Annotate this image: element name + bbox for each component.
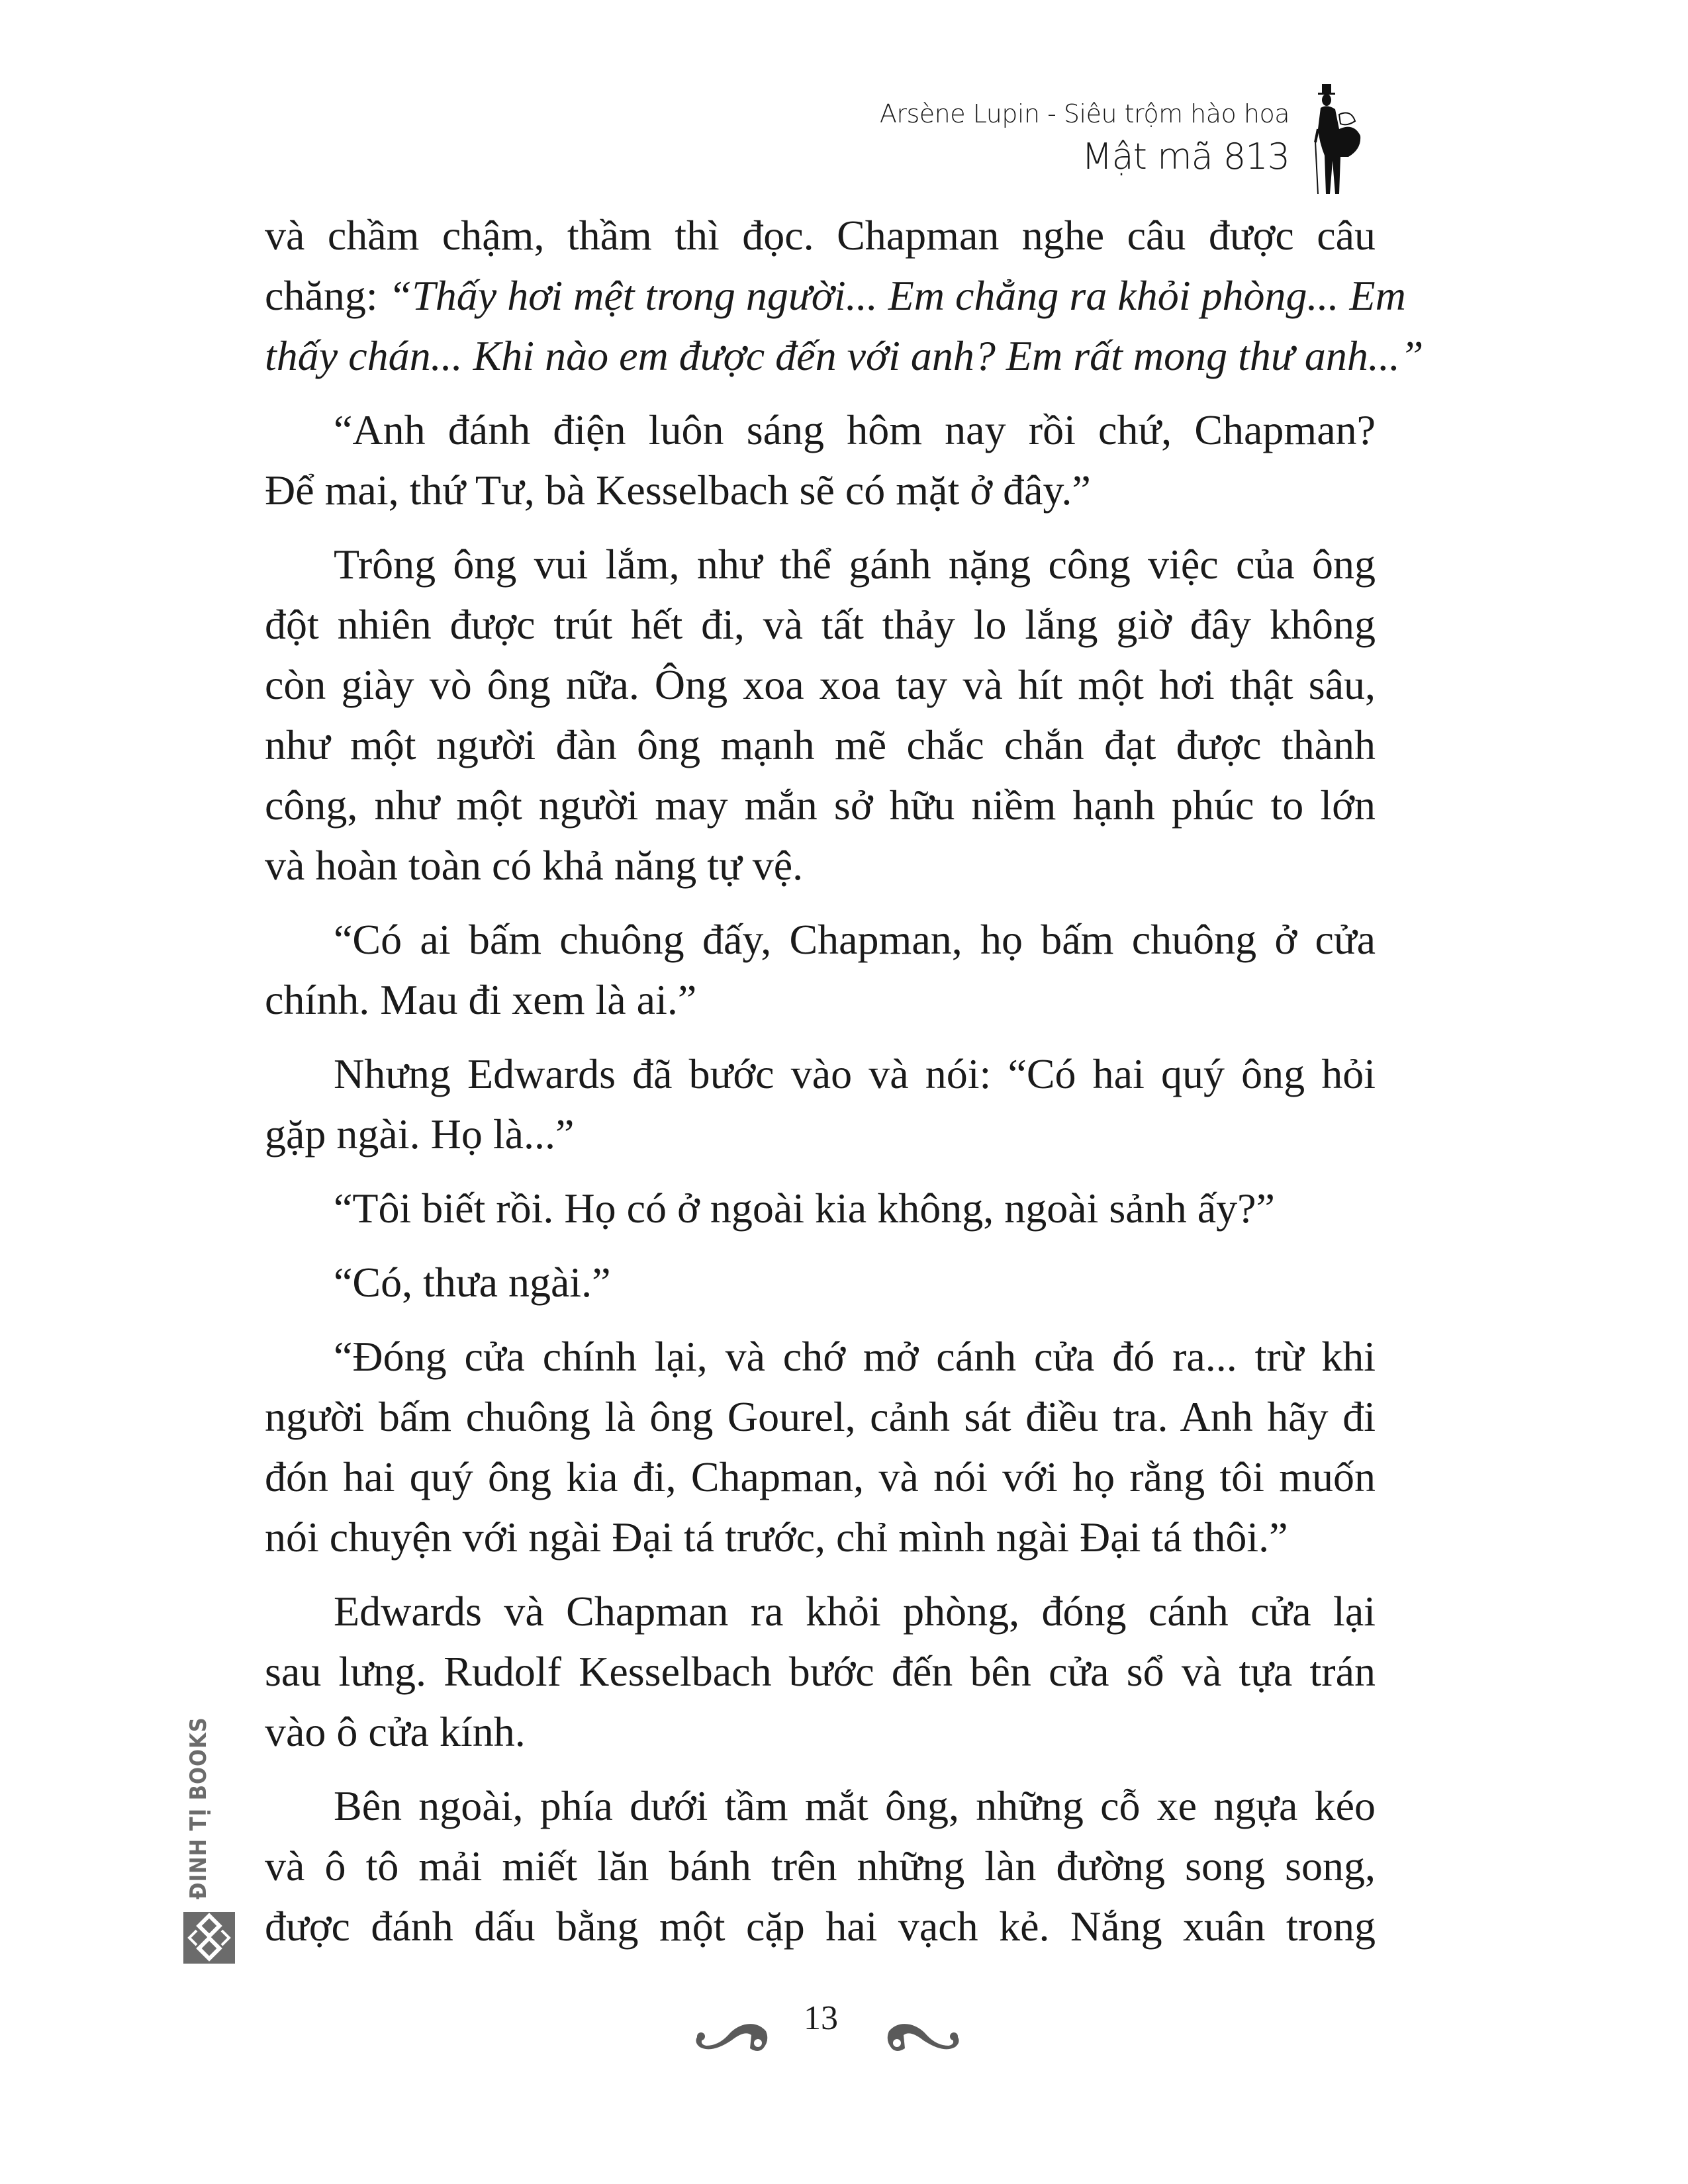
text-run: đón hai quý ông kia đi, Chapman, và nói với họ rằng tôi muốn — [265, 1453, 1376, 1500]
text-run: người bấm chuông là ông Gourel, cảnh sát điều tra. Anh hãy đi — [265, 1393, 1376, 1440]
paragraph — [265, 400, 1376, 520]
text-run: Để mai, thứ Tư, bà Kesselbach sẽ có mặt ở đây.” — [265, 467, 1091, 514]
text-run: Trông ông vui lắm, như thể gánh nặng công việc của ông — [334, 541, 1376, 588]
text-line — [265, 594, 1376, 655]
text-run: “Đóng cửa chính lại, và chớ mở cánh cửa đó ra... trừ khi — [334, 1333, 1376, 1380]
text-line — [265, 715, 1376, 775]
text-line — [265, 205, 1376, 265]
text-line — [265, 909, 1376, 970]
left-ornament-icon — [692, 2022, 774, 2055]
text-line — [265, 326, 1424, 386]
text-line — [265, 1326, 1376, 1387]
paragraph — [265, 534, 1376, 895]
text-run: gặp ngài. Họ là...” — [265, 1111, 575, 1158]
text-line — [265, 1702, 1376, 1762]
text-line — [265, 1252, 1376, 1312]
text-run: Bên ngoài, phía dưới tầm mắt ông, những cỗ xe ngựa kéo — [334, 1782, 1376, 1829]
publisher-name: ĐINH TỊ BOOKS — [185, 1717, 212, 1899]
series-title: Arsène Lupin - Siêu trộm hào hoa — [879, 99, 1289, 128]
text-run: công, như một người may mắn sở hữu niềm hạnh phúc to lớn — [265, 782, 1376, 829]
page-number: 13 — [804, 1999, 838, 2037]
text-line — [265, 400, 1376, 460]
text-line — [265, 1581, 1376, 1641]
text-line — [265, 460, 1376, 520]
text-line — [265, 1044, 1376, 1104]
text-run: Edwards và Chapman ra khỏi phòng, đóng cánh cửa lại — [334, 1588, 1376, 1635]
paragraph — [265, 1776, 1376, 1956]
text-run: vào ô cửa kính. — [265, 1708, 526, 1755]
book-title: Mật mã 813 — [1082, 136, 1289, 177]
text-run: nói chuyện với ngài Đại tá trước, chỉ mình ngài Đại tá thôi.” — [265, 1514, 1288, 1561]
text-run: như một người đàn ông mạnh mẽ chắc chắn đạt được thành — [265, 721, 1376, 768]
text-run: “Có, thưa ngài.” — [334, 1259, 611, 1306]
text-line — [265, 1447, 1376, 1507]
italic-text: thấy chán... Khi nào em được đến với anh? Em rất mong thư anh...” — [265, 332, 1424, 379]
paragraph — [265, 205, 1424, 386]
paragraph — [265, 1252, 1376, 1312]
text-line — [265, 534, 1376, 594]
text-run: “Tôi biết rồi. Họ có ở ngoài kia không, ngoài sảnh ấy?” — [334, 1185, 1275, 1232]
right-ornament-icon — [880, 2022, 963, 2055]
paragraph — [265, 1044, 1376, 1164]
text-line — [265, 1104, 1376, 1164]
text-line — [265, 835, 1376, 895]
paragraph — [265, 909, 1376, 1030]
text-run: chăng: — [265, 272, 389, 319]
paragraph — [265, 1178, 1376, 1238]
text-run: chính. Mau đi xem là ai.” — [265, 976, 697, 1023]
text-run: và ô tô mải miết lăn bánh trên những làn đường song song, — [265, 1843, 1376, 1889]
text-run: được đánh dấu bằng một cặp hai vạch kẻ. Nắng xuân trong — [265, 1903, 1376, 1950]
text-run: còn giày vò ông nữa. Ông xoa xoa tay và hít một hơi thật sâu, — [265, 661, 1376, 708]
text-line — [265, 775, 1376, 835]
gentleman-silhouette-icon — [1307, 83, 1374, 195]
text-run: Nhưng Edwards đã bước vào và nói: “Có hai quý ông hỏi — [334, 1050, 1376, 1097]
text-run: sau lưng. Rudolf Kesselbach bước đến bên cửa sổ và tựa trán — [265, 1648, 1376, 1695]
publisher-logo-icon — [183, 1912, 235, 1964]
text-line — [265, 1507, 1376, 1567]
page-body — [265, 205, 1424, 1970]
text-run: đột nhiên được trút hết đi, và tất thảy lo lắng giờ đây không — [265, 601, 1376, 648]
text-line — [265, 1641, 1376, 1702]
italic-text: “Thấy hơi mệt trong người... Em chẳng ra khỏi phòng... Em — [388, 272, 1406, 319]
text-run: và chầm chậm, thầm thì đọc. Chapman nghe câu được câu — [265, 212, 1376, 259]
text-line — [265, 1776, 1376, 1836]
text-run: “Có ai bấm chuông đấy, Chapman, họ bấm chuông ở cửa — [334, 916, 1376, 963]
text-line — [265, 1178, 1376, 1238]
text-run: “Anh đánh điện luôn sáng hôm nay rồi chứ, Chapman? — [334, 406, 1376, 453]
text-line — [265, 1836, 1376, 1896]
text-line — [265, 265, 1406, 326]
text-line — [265, 970, 1376, 1030]
text-line — [265, 655, 1376, 715]
paragraph — [265, 1326, 1376, 1567]
text-line — [265, 1387, 1376, 1447]
text-line — [265, 1896, 1376, 1956]
paragraph — [265, 1581, 1376, 1762]
text-run: và hoàn toàn có khả năng tự vệ. — [265, 842, 804, 889]
